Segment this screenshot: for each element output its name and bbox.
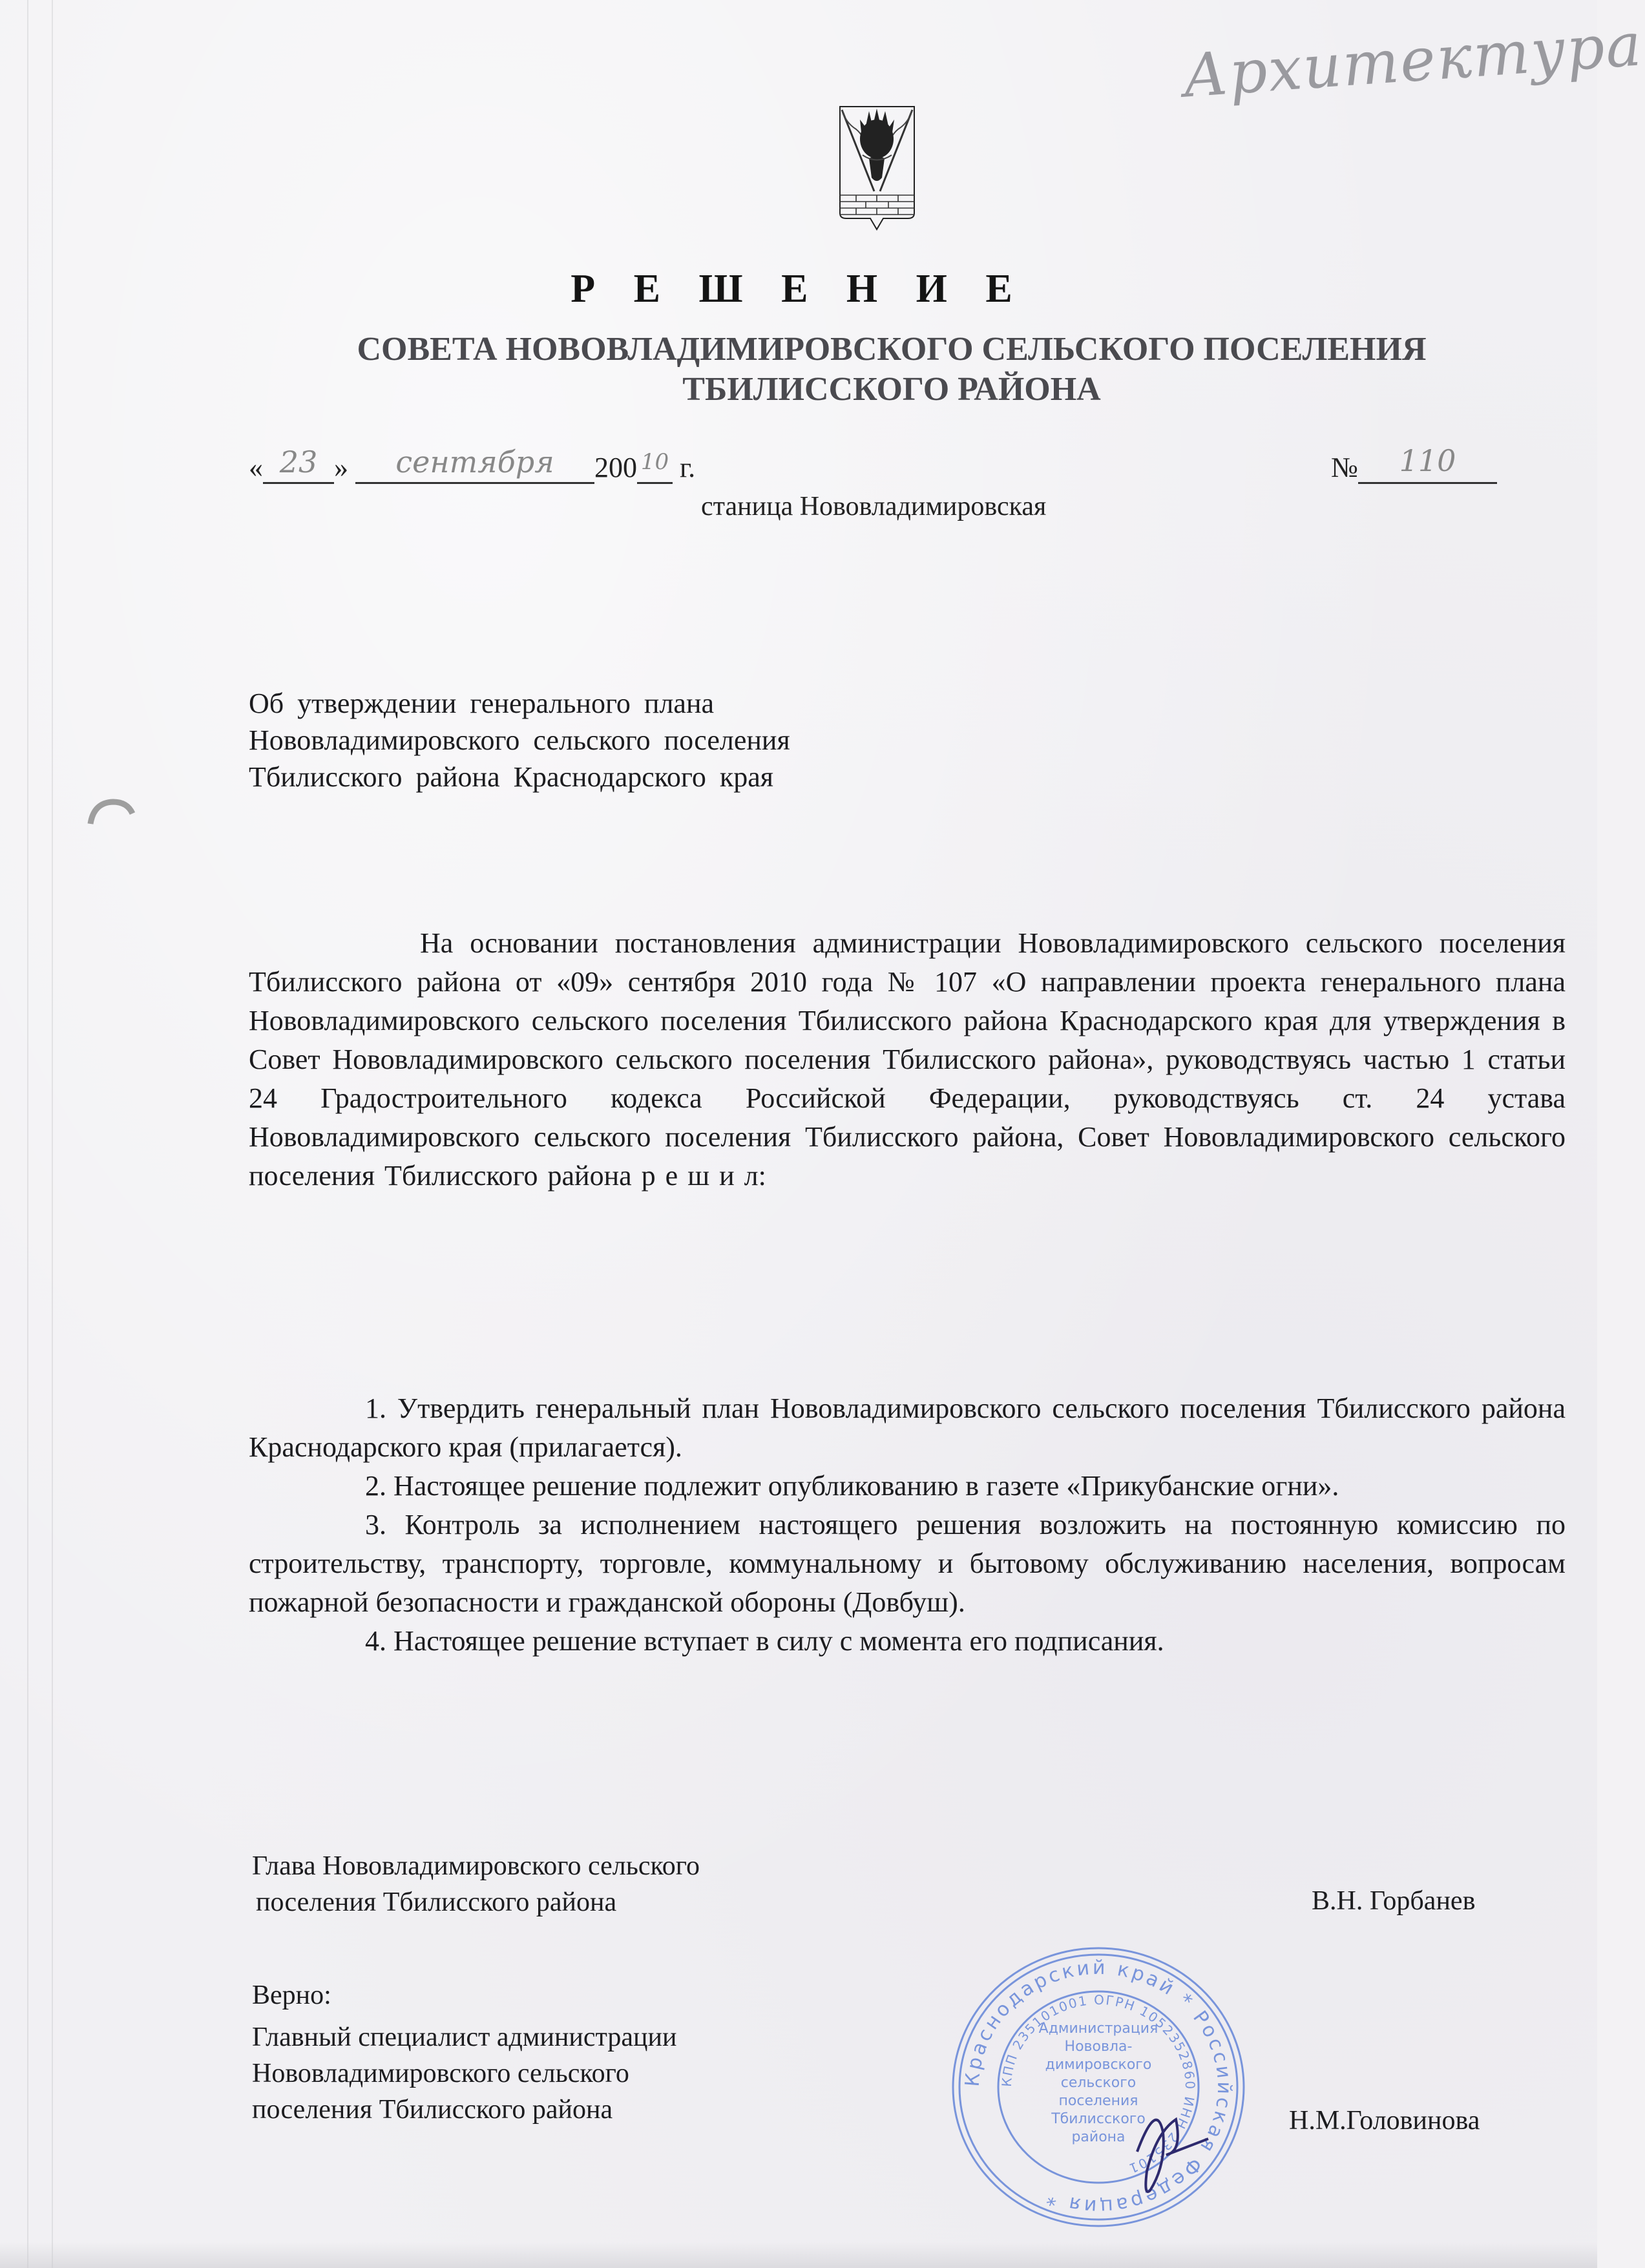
head-name: В.Н. Горбанев — [1312, 1886, 1476, 1916]
resolution-item: 3. Контроль за исполнением настоящего решения возложить на постоянную комиссию по строительству, транспорту, торговле, коммунальному и бытовому обслуживанию населения, вопросам пожарной безопасности и гражданской обороны (Довбуш). — [249, 1509, 1566, 1618]
specialist-title — [252, 2019, 676, 2128]
stamp-center-line: сельского — [1060, 2075, 1137, 2091]
issuing-body-line: СОВЕТА НОВОВЛАДИМИРОВСКОГО СЕЛЬСКОГО ПОСЕЛЕНИЯ — [357, 331, 1427, 368]
quote-close: » — [334, 452, 348, 483]
specialist-title-line: Главный специалист администрации — [252, 2022, 677, 2052]
scan-bottom-edge — [0, 2242, 1597, 2268]
quote-open: « — [249, 452, 263, 483]
stamp-outer-text: Краснодарский край * Российская Федерация * — [961, 1956, 1236, 2218]
stamp-center-line: района — [1071, 2129, 1126, 2145]
handwritten-note: Архитектура — [1180, 10, 1645, 111]
date-year-unit: г. — [680, 452, 696, 483]
stamp-middle-text: КПП 235101001 ОГРН 1052352860 ИНН 235101 — [998, 1991, 1199, 2177]
scan-edge-line — [27, 0, 28, 2268]
stamp-center-line: Тбилисского — [1051, 2111, 1146, 2127]
coat-of-arms-icon — [837, 103, 917, 233]
resolution-items — [249, 1389, 1566, 1661]
subject-line: Нововладимировского сельского поселения — [249, 724, 790, 756]
stamp-center-line: поселения — [1058, 2093, 1138, 2109]
scan-edge-line — [52, 0, 53, 2268]
issuing-body — [246, 330, 1538, 410]
resolution-item: 1. Утвердить генеральный план Нововладимировского сельского поселения Тбилисского района Краснодарского края (прилагается). — [249, 1392, 1566, 1463]
date-line — [249, 446, 695, 484]
specialist-title-line: поселения Тбилисского района — [252, 2095, 613, 2125]
stamp-center-line: Администрация — [1038, 2021, 1158, 2037]
date-year-prefix: 200 — [594, 452, 637, 483]
place-of-issue: станица Нововладимировская — [701, 492, 1047, 521]
date-year-suffix: 10 — [637, 446, 673, 484]
date-month: сентября — [355, 446, 594, 484]
head-title — [252, 1848, 700, 1920]
head-title-line: Глава Нововладимировского сельского — [252, 1851, 700, 1881]
date-day: 23 — [263, 446, 334, 484]
subject-line: Тбилисского района Краснодарского края — [249, 761, 773, 793]
scan-artifact — [87, 799, 136, 825]
verified-label: Верно: — [252, 1980, 331, 2010]
official-stamp — [943, 1938, 1253, 2236]
resolution-item: 2. Настоящее решение подлежит опубликованию в газете «Прикубанские огни». — [365, 1470, 1339, 1502]
preamble-paragraph: На основании постановления администрации Нововладимировского сельского поселения Тбилисского района от «09» сентября 2010 года № 107 «О направлении проекта генерального плана Нововладимировского сельского поселения Тбилисского района Краснодарского края для утверждения в Совет Нововладимировского сельского поселения Тбилисского района», руководствуясь частью 1 статьи 24 Градостроительного кодекса Российской Федерации, руководствуясь ст. 24 устава Нововладимировского сельского поселения Тбилисского района, Совет Нововладимировского сельского поселения Тбилисского района р е ш и л: — [249, 927, 1566, 1192]
resolution-item: 4. Настоящее решение вступает в силу с момента его подписания. — [365, 1625, 1164, 1657]
number-label: № — [1331, 452, 1358, 483]
stamp-center-line: димировского — [1045, 2057, 1152, 2073]
subject-line: Об утверждении генерального плана — [249, 688, 715, 719]
number-value: 110 — [1358, 446, 1497, 484]
specialist-title-line: Нововладимировского сельского — [252, 2059, 629, 2088]
subject-heading — [249, 685, 790, 795]
document-number — [1331, 443, 1497, 484]
stamp-center-line: Нововла- — [1064, 2039, 1133, 2055]
specialist-name: Н.М.Головинова — [1289, 2106, 1480, 2136]
document-title: Р Е Ш Е Н И Е — [571, 267, 1027, 311]
issuing-body-line: ТБИЛИССКОГО РАЙОНА — [682, 371, 1101, 408]
head-title-line: поселения Тбилисского района — [256, 1887, 617, 1917]
